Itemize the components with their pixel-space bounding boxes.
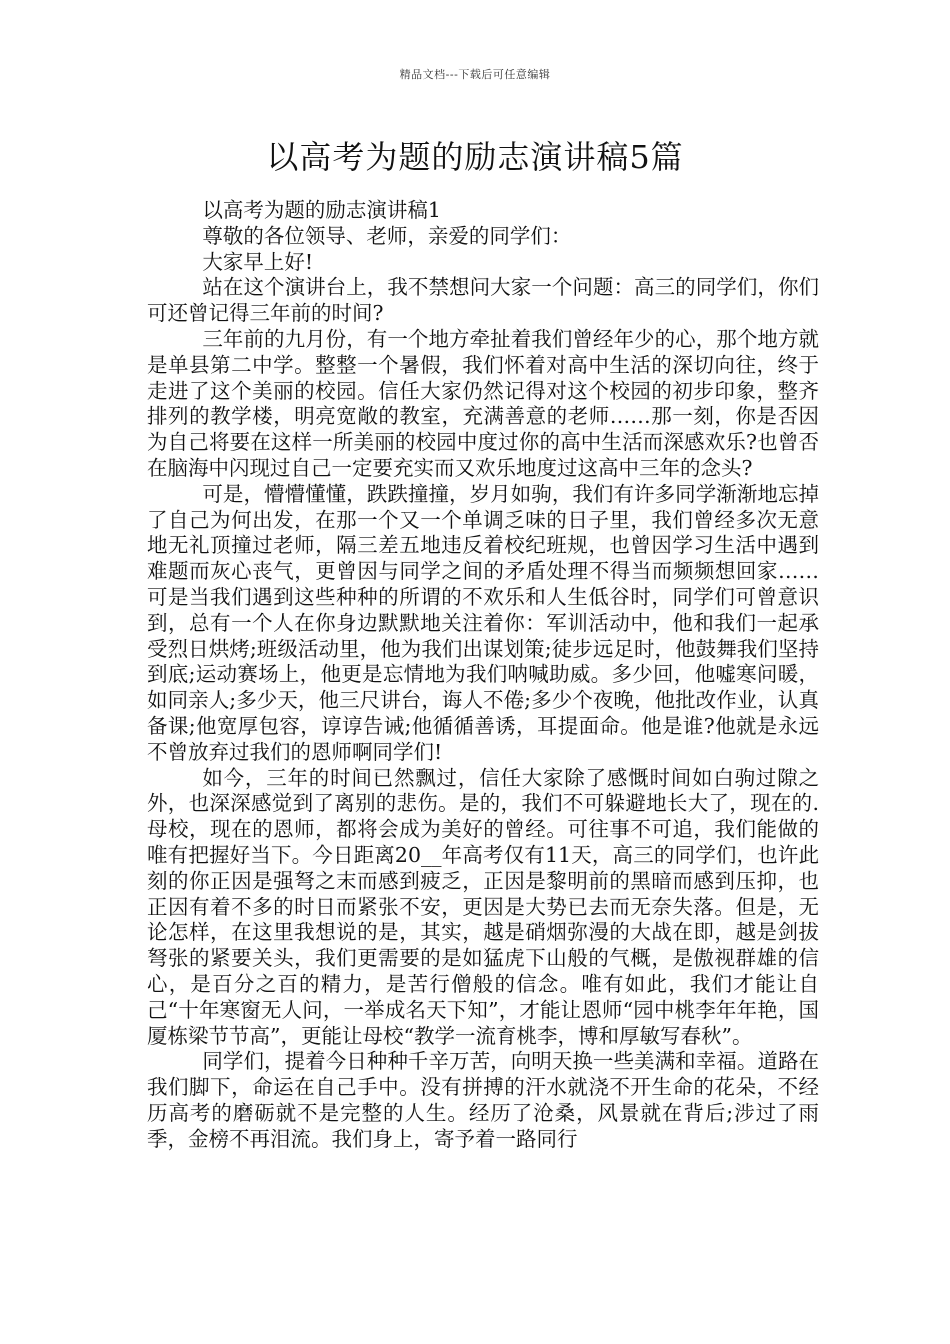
header-note: 精品文档---下载后可任意编辑 (399, 68, 551, 81)
paragraph: 以高考为题的励志演讲稿1 (202, 198, 441, 222)
paragraph: 站在这个演讲台上，我不禁想问大家一个问题：高三的同学们，你们可还曾记得三年前的时间? (147, 275, 819, 326)
paragraph: 如今，三年的时间已然飘过，信任大家除了感慨时间如白驹过隙之外，也深深感觉到了离别的悲伤。是的，我们不可躲避地长大了，现在的.母校，现在的恩师，都将会成为美好的曾经。可往事不可追，我们能做的唯有把握好当下。今日距离20__年高考仅有11天，高三的同学们，也许此刻的你正因是强弩之末而感到疲乏，正因是黎明前的黑暗而感到压抑，也正因有着不多的时日而紧张不安，更因是大势已去而无奈失落。但是，无论怎样，在这里我想说的是，其实，越是硝烟弥漫的大战在即，越是剑拔弩张的紧要关头，我们更需要的是如猛虎下山般的气概，是傲视群雄的信心，是百分之百的精力，是苦行僧般的信念。唯有如此，我们才能让自己“十年寒窗无人问，一举成名天下知”，才能让恩师“园中桃李年年艳，国厦栋梁节节高”，更能让母校“教学一流育桃李，博和厚敏写春秋”。 (147, 765, 819, 1048)
document-title: 以高考为题的励志演讲稿5篇 (266, 138, 684, 176)
paragraph: 尊敬的各位领导、老师，亲爱的同学们： (202, 223, 572, 248)
paragraph: 大家早上好! (202, 249, 314, 274)
paragraph: 同学们，提着今日种种千辛万苦，向明天换一些美满和幸福。道路在我们脚下，命运在自己手中。没有拼搏的汗水就浇不开生命的花朵，不经历高考的磨砺就不是完整的人生。经历了沧桑，风景就在背后;涉过了雨季，金榜不再泪流。我们身上，寄予着一路同行 (147, 1049, 819, 1151)
paragraph: 可是，懵懵懂懂，跌跌撞撞，岁月如驹，我们有许多同学渐渐地忘掉了自己为何出发，在那一个又一个单调乏味的日子里，我们曾经多次无意地无礼顶撞过老师，隔三差五地违反着校纪班规，也曾因学习生活中遇到难题而灰心丧气，更曾因与同学之间的矛盾处理不得当而频频想回家……可是当我们遇到这些种种的所谓的不欢乐和人生低谷时，同学们可曾意识到，总有一个人在你身边默默地关注着你：军训活动中，他和我们一起承受烈日烘烤;班级活动里，他为我们出谋划策;徒步远足时，他鼓舞我们坚持到底;运动赛场上，他更是忘情地为我们呐喊助威。多少回，他嘘寒问暖，如同亲人;多少天，他三尺讲台，诲人不倦;多少个夜晚，他批改作业，认真备课;他宽厚包容，谆谆告诫;他循循善诱，耳提面命。他是谁?他就是永远不曾放弃过我们的恩师啊同学们! (147, 481, 819, 764)
paragraph: 三年前的九月份，有一个地方牵扯着我们曾经年少的心，那个地方就是单县第二中学。整整一个暑假，我们怀着对高中生活的深切向往，终于走进了这个美丽的校园。信任大家仍然记得对这个校园的初步印象，整齐排列的教学楼，明亮宽敞的教室，充满善意的老师……那一刻，你是否因为自己将要在这样一所美丽的校园中度过你的高中生活而深感欢乐?也曾否在脑海中闪现过自己一定要充实而又欢乐地度过这高中三年的念头? (147, 326, 819, 480)
document-body (147, 198, 819, 1152)
